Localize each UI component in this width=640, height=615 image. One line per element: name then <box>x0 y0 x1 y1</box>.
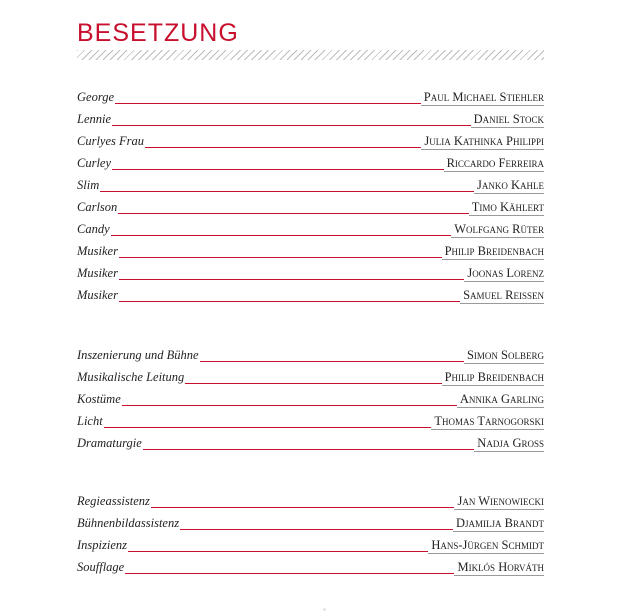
role-label: Musiker <box>77 266 118 280</box>
person-name: Philip Breidenbach <box>442 244 544 260</box>
role-label: Soufflage <box>77 560 125 574</box>
staff-row <box>77 552 544 574</box>
person-name: Nadja Groß <box>474 436 544 452</box>
cast-row <box>77 236 544 258</box>
role-label: Licht <box>77 414 103 428</box>
role-label: Musiker <box>77 244 118 258</box>
person-name: Annika Garling <box>457 392 544 408</box>
crew-row <box>77 340 544 362</box>
person-name: Paul Michael Stiehler <box>421 90 544 106</box>
page-title: BESETZUNG <box>77 19 239 47</box>
person-name: Riccardo Ferreira <box>444 156 544 172</box>
role-label: Musikalische Leitung <box>77 370 185 384</box>
role-label: Regieassistenz <box>77 494 150 508</box>
leader-line <box>125 573 454 574</box>
person-name: Philip Breidenbach <box>442 370 544 386</box>
crew-row <box>77 384 544 406</box>
person-name: Hans-Jürgen Schmidt <box>428 538 544 554</box>
person-name: Julia Kathinka Philippi <box>421 134 544 150</box>
person-name: Jan Wienowiecki <box>454 494 544 510</box>
leader-line <box>119 301 460 302</box>
cast-row <box>77 148 544 170</box>
cast-row <box>77 214 544 236</box>
person-name: Daniel Stock <box>471 112 544 128</box>
cast-row <box>77 280 544 302</box>
role-label: Slim <box>77 178 100 192</box>
crew-row <box>77 428 544 450</box>
cast-row <box>77 126 544 148</box>
role-label: Candy <box>77 222 110 236</box>
crew-row <box>77 406 544 428</box>
staff-row <box>77 508 544 530</box>
role-label: Curlyes Frau <box>77 134 145 148</box>
role-label: Curley <box>77 156 112 170</box>
staff-row <box>77 486 544 508</box>
person-name: Miklós Horváth <box>454 560 544 576</box>
role-label: Dramaturgie <box>77 436 142 450</box>
person-name: Wolfgang Rüter <box>451 222 544 238</box>
person-name: Joonas Lorenz <box>464 266 544 282</box>
role-label: Musiker <box>77 288 118 302</box>
leader-line <box>143 449 474 450</box>
staff-row <box>77 530 544 552</box>
cast-row <box>77 258 544 280</box>
cast-row <box>77 170 544 192</box>
page-marker-dot <box>323 608 326 611</box>
person-name: Thomas Tarnogorski <box>431 414 544 430</box>
person-name: Djamilja Brandt <box>453 516 544 532</box>
person-name: Samuel Reissen <box>460 288 544 304</box>
role-label: Bühnenbildassistenz <box>77 516 180 530</box>
cast-row <box>77 104 544 126</box>
crew-row <box>77 362 544 384</box>
role-label: George <box>77 90 115 104</box>
role-label: Inszenierung und Bühne <box>77 348 199 362</box>
role-label: Kostüme <box>77 392 121 406</box>
role-label: Lennie <box>77 112 112 126</box>
role-label: Inspizienz <box>77 538 127 552</box>
hatched-divider <box>77 50 544 60</box>
person-name: Timo Kählert <box>469 200 544 216</box>
cast-row <box>77 82 544 104</box>
person-name: Janko Kahle <box>474 178 544 194</box>
role-label: Carlson <box>77 200 118 214</box>
cast-row <box>77 192 544 214</box>
person-name: Simon Solberg <box>464 348 544 364</box>
